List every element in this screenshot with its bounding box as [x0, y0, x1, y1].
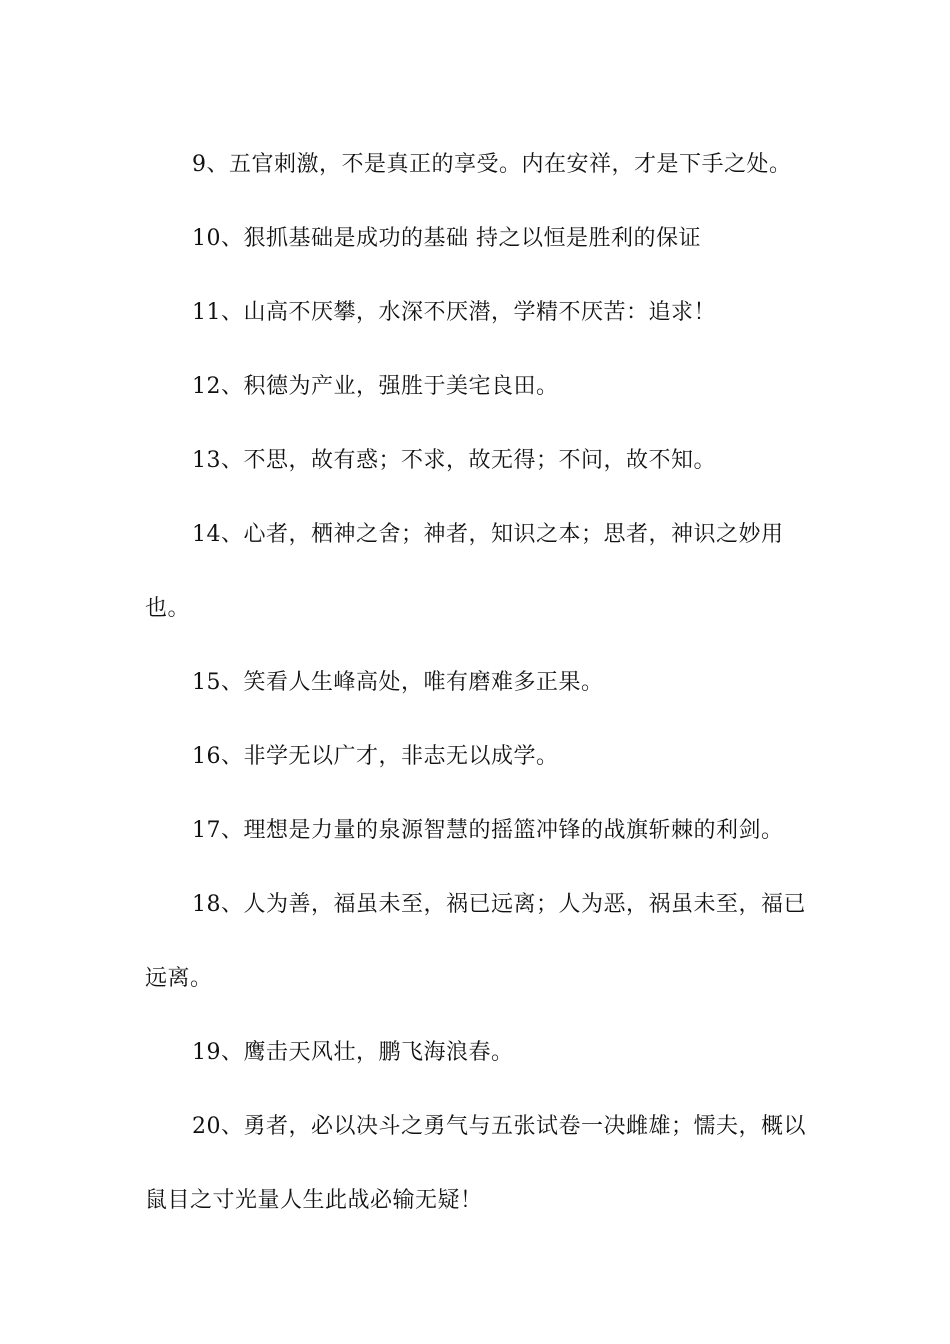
quote-paragraph-11: 11、山高不厌攀，水深不厌潜，学精不厌苦：追求！: [192, 300, 716, 325]
quote-paragraph-14: 14、心者，栖神之舍；神者，知识之本；思者，神识之妙用也。: [145, 522, 784, 621]
quote-paragraph-9: 9、五官刺激，不是真正的享受。内在安祥，才是下手之处。: [192, 152, 792, 177]
quote-paragraph-16: 16、非学无以广才，非志无以成学。: [192, 744, 559, 769]
document-body: [145, 128, 815, 1238]
quote-paragraph-13: 13、不思，故有惑；不求，故无得；不问，故不知。: [192, 448, 716, 473]
quote-paragraph-17: 17、理想是力量的泉源智慧的摇篮冲锋的战旗斩棘的利剑。: [192, 818, 784, 843]
quote-paragraph-20: 20、勇者，必以决斗之勇气与五张试卷一决雌雄；懦夫，概以鼠目之寸光量人生此战必输无疑！: [145, 1114, 806, 1213]
quote-paragraph-10: 10、狠抓基础是成功的基础 持之以恒是胜利的保证: [192, 226, 701, 251]
quote-paragraph-12: 12、积德为产业，强胜于美宅良田。: [192, 374, 559, 399]
quote-paragraph-19: 19、鹰击天风壮，鹏飞海浪春。: [192, 1040, 514, 1065]
quote-paragraph-18: 18、人为善，福虽未至，祸已远离；人为恶，祸虽未至，福已远离。: [145, 892, 806, 991]
quote-paragraph-15: 15、笑看人生峰高处，唯有磨难多正果。: [192, 670, 604, 695]
